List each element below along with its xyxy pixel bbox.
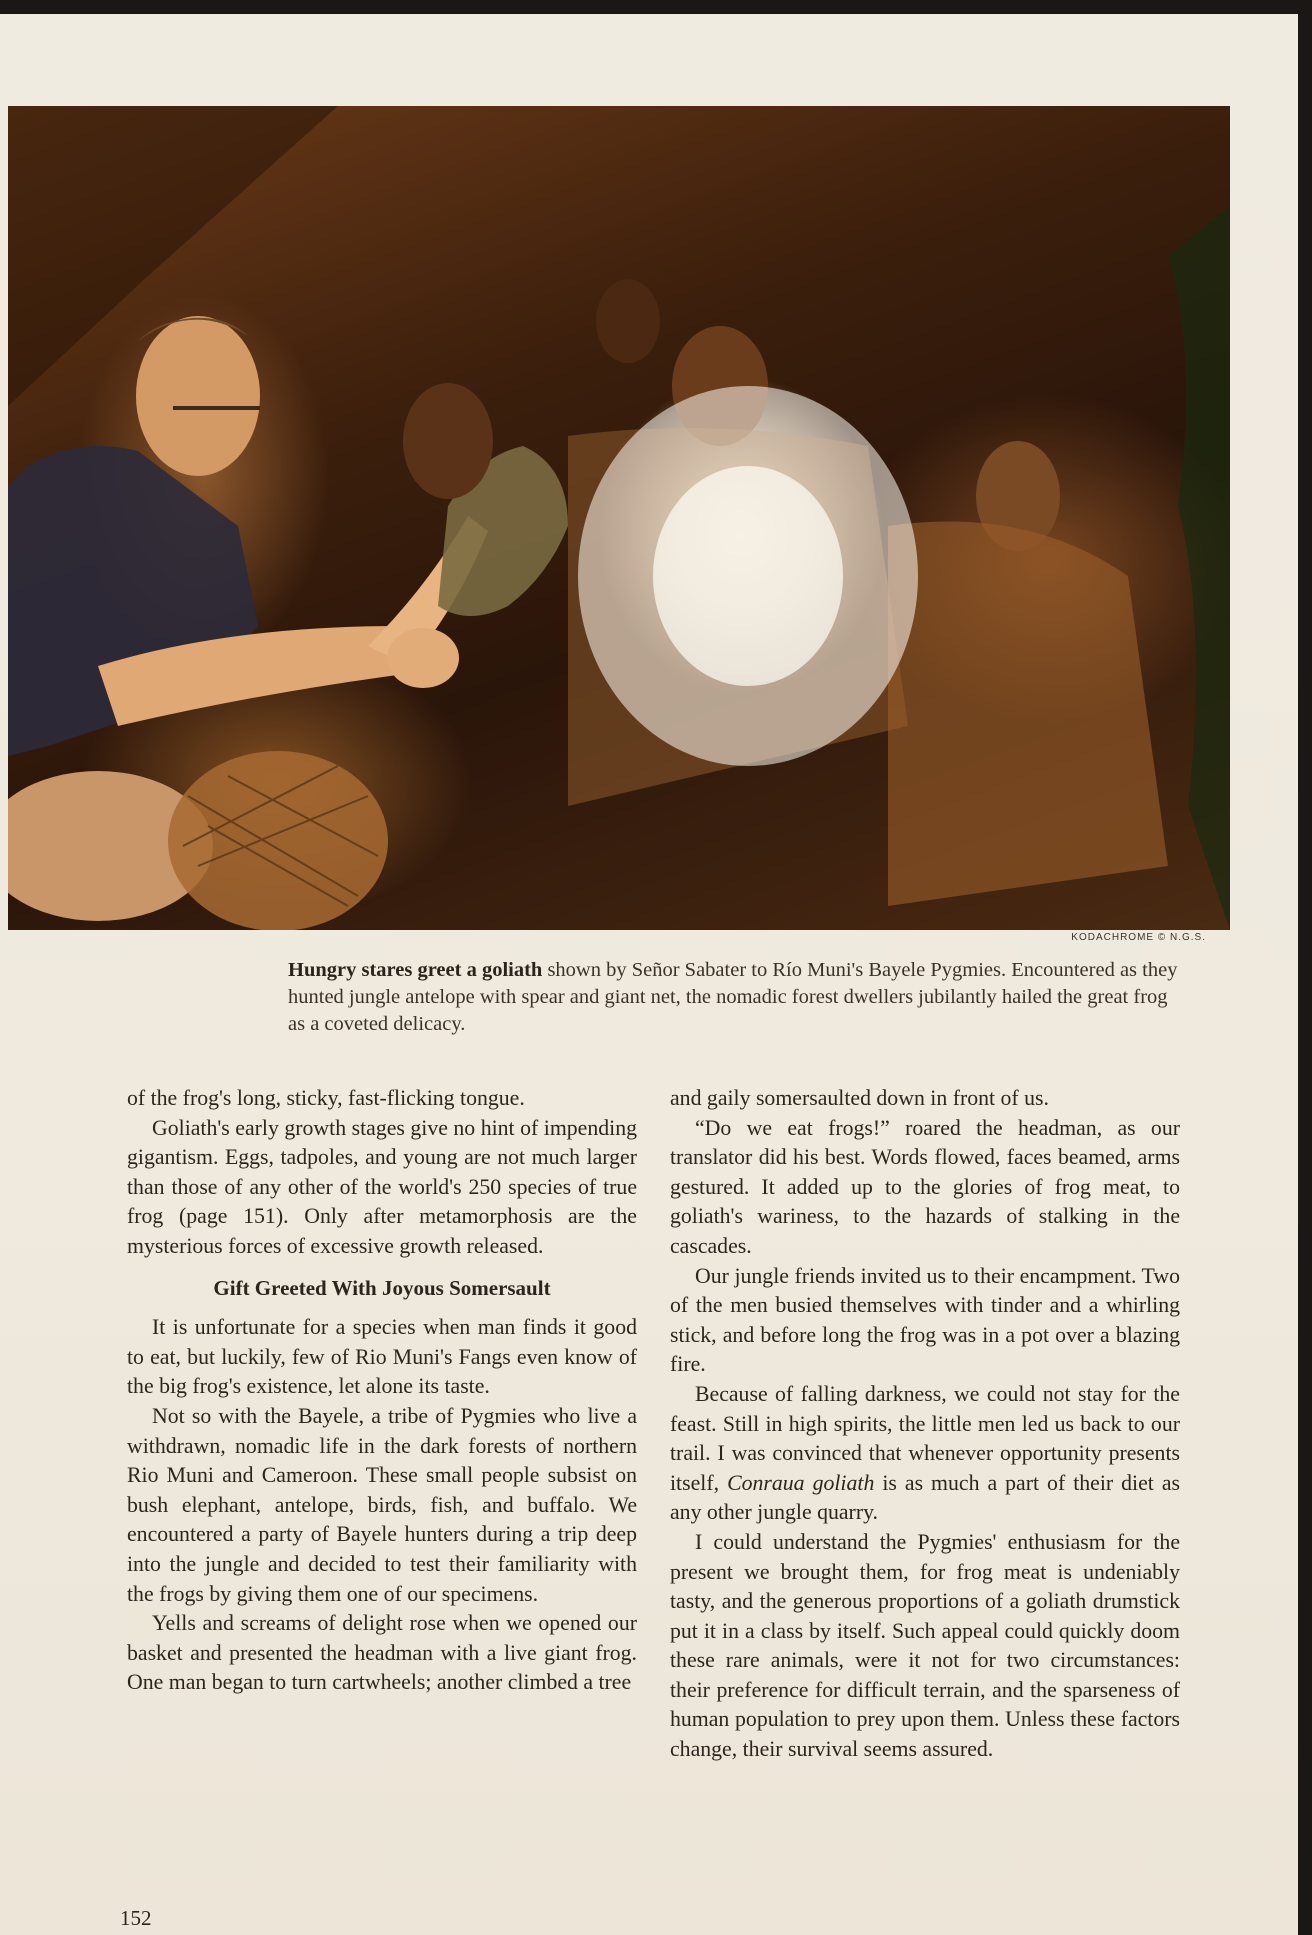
text-column-right: [670, 1084, 1180, 1765]
paragraph-text: Because of falling darkness, we could not stay for the feast. Still in high spirits, the little men led us back to our trail. I was convinced that whenever opportunity presents itself,: [670, 1381, 1180, 1495]
page-number: 152: [120, 1906, 152, 1930]
magazine-page: [0, 14, 1298, 1935]
photograph-pygmies-with-goliath-frog: [8, 106, 1230, 930]
paragraph: I could understand the Pygmies' enthusiasm for the present we brought them, for frog meat is undeniably tasty, and the generous proportions of a goliath drumstick put it in a class by itself. Such appeal could quickly doom these rare animals, were it not for two circumstances: their preference for difficult terrain, and the sparseness of human population to prey upon them. Unless these factors change, their survival seems assured.: [670, 1529, 1180, 1762]
text-column-left: [127, 1084, 637, 1698]
paragraph: Goliath's early growth stages give no hint of impending gigantism. Eggs, tadpoles, and young are not much larger than those of any other of the world's 250 species of true frog (page 151). Only after metamorphosis are the mysterious forces of excessive growth released.: [127, 1115, 637, 1258]
paragraph: of the frog's long, sticky, fast-flicking tongue.: [127, 1086, 525, 1110]
paragraph: and gaily somersaulted down in front of us.: [670, 1086, 1049, 1110]
paragraph: “Do we eat frogs!” roared the headman, as our translator did his best. Words flowed, faces beamed, arms gestured. It added up to the glories of frog meat, to goliath's wariness, to the hazards of stalking in the cascades.: [670, 1115, 1180, 1258]
species-name: Conraua goliath: [727, 1470, 875, 1495]
photo-illustration: [8, 106, 1230, 930]
paragraph: Not so with the Bayele, a tribe of Pygmies who live a withdrawn, nomadic life in the dark forests of northern Rio Muni and Cameroon. These small people subsist on bush elephant, antelope, birds, fish, and buffalo. We encountered a party of Bayele hunters during a trip deep into the jungle and decided to test their familiarity with the frogs by giving them one of our specimens.: [127, 1403, 637, 1606]
photo-credit: KODACHROME © N.G.S.: [1071, 932, 1206, 943]
paragraph: [670, 1380, 1180, 1528]
caption-text: shown by Señor Sabater to Río Muni's Bayele Pygmies. Encountered as they hunted jungle antelope with spear and giant net, the nomadic forest dwellers jubilantly hailed the great frog as a coveted delicacy.: [288, 959, 1178, 1035]
section-heading: Gift Greeted With Joyous Somersault: [213, 1275, 551, 1300]
paragraph: It is unfortunate for a species when man finds it good to eat, but luckily, few of Rio Muni's Fangs even know of the big frog's existence, let alone its taste.: [127, 1315, 637, 1399]
paragraph-text-end: is as much a part of their diet as any other jungle quarry.: [670, 1470, 1180, 1525]
caption-lead: Hungry stares greet a goliath: [288, 959, 543, 981]
paragraph: Our jungle friends invited us to their encampment. Two of the men busied themselves with tinder and a whirling stick, and before long the frog was in a pot over a blazing fire.: [670, 1263, 1180, 1377]
paragraph: Yells and screams of delight rose when we opened our basket and presented the headman with a live giant frog. One man began to turn cartwheels; another climbed a tree: [127, 1611, 637, 1695]
photo-caption: [288, 957, 1188, 1038]
